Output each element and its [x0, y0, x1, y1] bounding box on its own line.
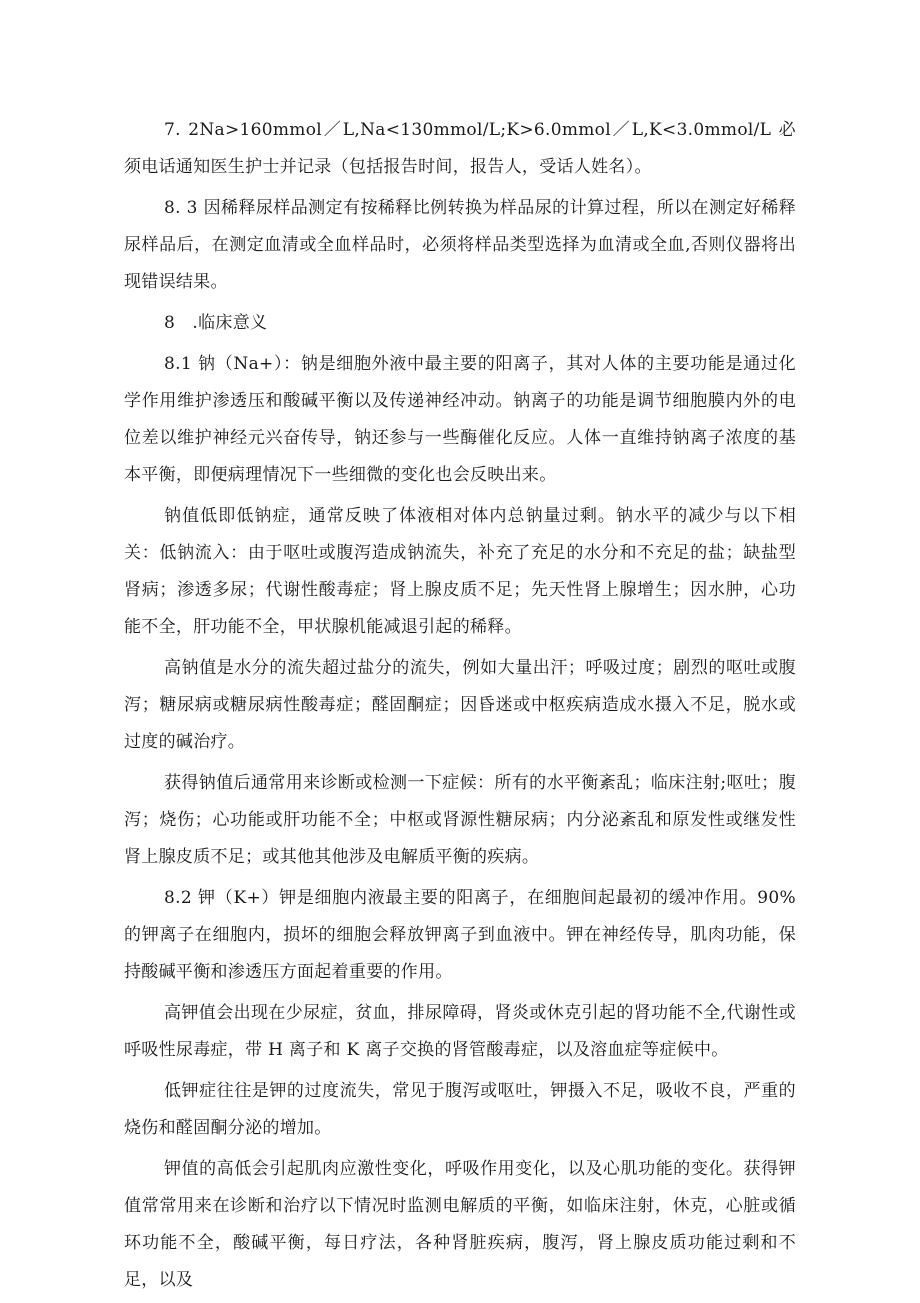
paragraph-8-1-sodium: 8.1 钠（Na+）：钠是细胞外液中最主要的阳离子，其对人体的主要功能是通过化学作用维护渗透压和酸碱平衡以及传递神经冲动。钠离子的功能是调节细胞膜内外的电位差以维护神经元兴奋传导，钠还参与一些酶催化反应。人体一直维持钠离子浓度的基本平衡，即便病理情况下一些细微的变化也会反映出来。	[124, 354, 796, 485]
paragraph-7-2-critical-values: 7. 2Na>160mmol／L,Na<130mmol/L;K>6.0mmol／L,K<3.0mmol/L 必须电话通知医生护士并记录（包括报告时间，报告人，受话人姓名）。	[124, 120, 796, 177]
paragraph-potassium-diagnosis: 钾值的高低会引起肌肉应激性变化，呼吸作用变化，以及心肌功能的变化。获得钾值常常用来在诊断和治疗以下情况时监测电解质的平衡，如临床注射，休克，心脏或循环功能不全，酸碱平衡，每日疗法，各种肾脏疾病，腹泻，肾上腺皮质功能过剩和不足，以及	[124, 1159, 796, 1290]
document-body	[124, 112, 796, 1303]
section-heading-clinical-significance: 8 .临床意义	[164, 313, 268, 333]
paragraph-8-3-dilution-note: 8. 3 因稀释尿样品测定有按稀释比例转换为样品尿的计算过程，所以在测定好稀释尿样品后，在测定血清或全血样品时，必须将样品类型选择为血清或全血,否则仪器将出现错误结果。	[124, 198, 796, 292]
paragraph-high-potassium: 高钾值会出现在少尿症，贫血，排尿障碍，肾炎或休克引起的肾功能不全,代谢性或呼吸性尿毒症，带 H 离子和 K 离子交换的肾管酸毒症，以及溶血症等症候中。	[124, 1003, 796, 1060]
paragraph-high-sodium: 高钠值是水分的流失超过盐分的流失，例如大量出汗；呼吸过度；剧烈的呕吐或腹泻；糖尿病或糖尿病性酸毒症；醛固酮症；因昏迷或中枢疾病造成水摄入不足，脱水或过度的碱治疗。	[124, 658, 796, 752]
paragraph-low-sodium: 钠值低即低钠症，通常反映了体液相对体内总钠量过剩。钠水平的减少与以下相关：低钠流入：由于呕吐或腹泻造成钠流失，补充了充足的水分和不充足的盐；缺盐型肾病；渗透多尿；代谢性酸毒症；肾上腺皮质不足；先天性肾上腺增生；因水肿，心功能不全，肝功能不全，甲状腺机能减退引起的稀释。	[124, 506, 796, 637]
paragraph-sodium-diagnosis: 获得钠值后通常用来诊断或检测一下症候：所有的水平衡紊乱；临床注射;呕吐；腹泻；烧伤；心功能或肝功能不全；中枢或肾源性糖尿病；内分泌紊乱和原发性或继发性肾上腺皮质不足；或其他其他涉及电解质平衡的疾病。	[124, 773, 796, 867]
paragraph-low-potassium: 低钾症往往是钾的过度流失，常见于腹泻或呕吐，钾摄入不足，吸收不良，严重的烧伤和醛固酮分泌的增加。	[124, 1081, 796, 1138]
paragraph-8-2-potassium: 8.2 钾（K+）钾是细胞内液最主要的阳离子，在细胞间起最初的缓冲作用。90%的钾离子在细胞内，损坏的细胞会释放钾离子到血液中。钾在神经传导，肌肉功能，保持酸碱平衡和渗透压方面起着重要的作用。	[124, 888, 796, 982]
